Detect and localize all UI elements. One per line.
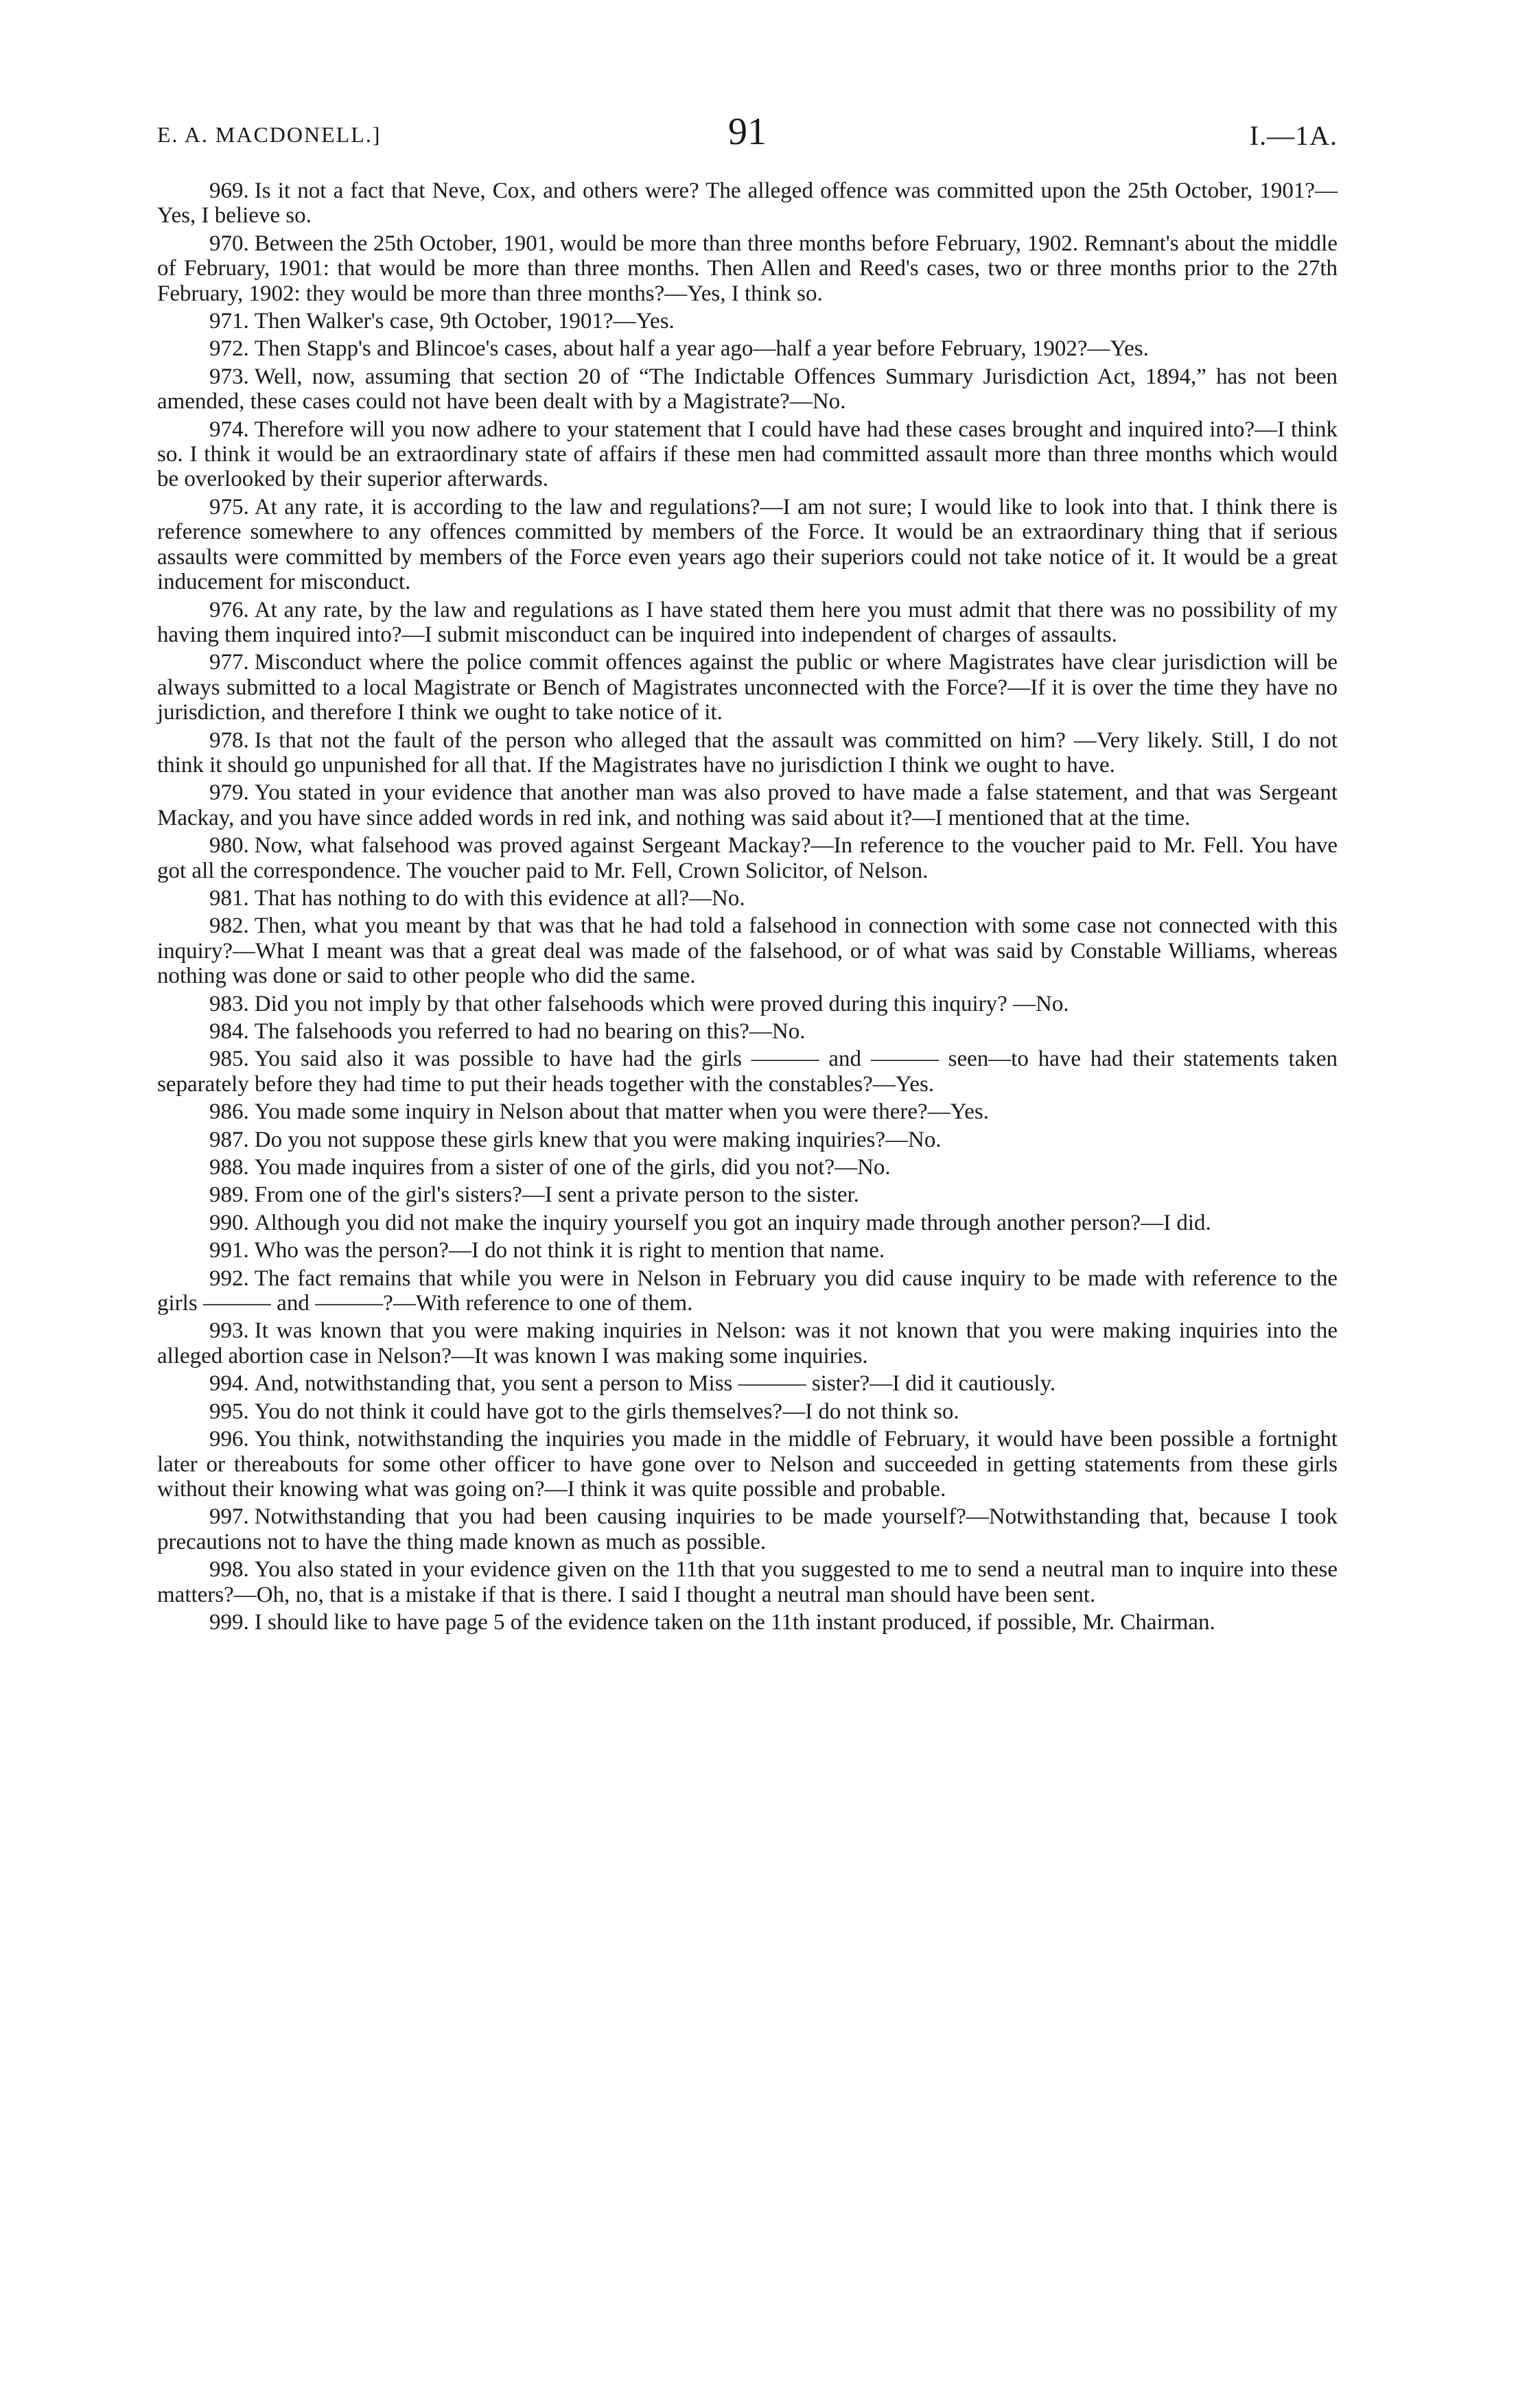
evidence-paragraph — [157, 417, 1338, 492]
question-number: 999. — [209, 1609, 249, 1635]
evidence-paragraph — [157, 336, 1338, 361]
question-answer-text: Well, now, assuming that section 20 of “The Indictable Offences Summary Jurisdiction Act, 1894,” has not been amended, these cases could not have been dealt with by a Magistrate?—No. — [157, 364, 1338, 415]
question-number: 970. — [209, 231, 249, 256]
question-number: 992. — [209, 1266, 249, 1291]
question-answer-text: Misconduct where the police commit offences against the public or where Magistrates have clear jurisdiction will be always submitted to a local Magistrate or Bench of Magistrates unconnected with the Force?—If it is over the time they have no jurisdiction, and therefore I think we ought to take notice of it. — [157, 650, 1338, 725]
question-answer-text: Then Stapp's and Blincoe's cases, about half a year ago—half a year before February, 1902?—Yes. — [254, 336, 1149, 362]
question-number: 995. — [209, 1399, 249, 1424]
running-head-paper-ref: I.—1A. — [1249, 120, 1338, 151]
question-number: 985. — [209, 1047, 249, 1072]
evidence-paragraph — [157, 178, 1338, 229]
question-answer-text: Between the 25th October, 1901, would be more than three months before February, 1902. Remnant's about the middle of February, 1901: that would be more than three months. Then Allen and Reed's cases, two or three months prior to the 27th February, 1902: they would be more than three months?—Yes, I think so. — [157, 231, 1338, 306]
evidence-paragraph — [157, 231, 1338, 306]
evidence-paragraph — [157, 886, 1338, 911]
question-number: 987. — [209, 1127, 249, 1152]
question-answer-text: Then Walker's case, 9th October, 1901?—Yes. — [254, 309, 675, 334]
question-answer-text: You made inquires from a sister of one of the girls, did you not?—No. — [254, 1155, 891, 1180]
question-answer-text: You said also it was possible to have had the girls ——— and ——— seen—to have had their statements taken separately before they had time to put their heads together with the constables?—Yes. — [157, 1047, 1338, 1097]
evidence-paragraph — [157, 1318, 1338, 1368]
evidence-paragraph — [157, 364, 1338, 415]
running-head-witness: E. A. MACDONELL.] — [157, 122, 382, 147]
question-number: 981. — [209, 885, 249, 911]
question-number: 974. — [209, 417, 249, 442]
question-number: 973. — [209, 364, 249, 389]
question-answer-text: Now, what falsehood was proved against Sergeant Mackay?—In reference to the voucher paid to Mr. Fell. You have got all the correspondence. The voucher paid to Mr. Fell, Crown Solicitor, of Nelson. — [157, 833, 1338, 883]
question-answer-text: Is it not a fact that Neve, Cox, and others were? The alleged offence was committed upon the 25th October, 1901?—Yes, I believe so. — [157, 178, 1338, 229]
running-head — [157, 110, 1338, 165]
question-number: 977. — [209, 650, 249, 675]
question-answer-text: The falsehoods you referred to had no bearing on this?—No. — [254, 1019, 806, 1044]
document-page — [157, 110, 1338, 1637]
question-answer-text: You stated in your evidence that another man was also proved to have made a false statement, and that was Sergeant Mackay, and you have since added words in red ink, and nothing was said about it?—I mentioned that at the time. — [157, 780, 1338, 830]
question-answer-text: Who was the person?—I do not think it is right to mention that name. — [254, 1238, 885, 1263]
question-answer-text: Notwithstanding that you had been causing inquiries to be made yourself?—Notwithstanding that, because I took precautions not to have the thing made known as much as possible. — [157, 1504, 1338, 1554]
question-answer-text: That has nothing to do with this evidence at all?—No. — [254, 885, 745, 911]
question-answer-text: It was known that you were making inquiries in Nelson: was it not known that you were making inquiries into the alleged abortion case in Nelson?—It was known I was making some inquiries. — [157, 1318, 1338, 1368]
evidence-paragraph — [157, 1211, 1338, 1235]
question-number: 983. — [209, 991, 249, 1016]
question-number: 979. — [209, 780, 249, 806]
evidence-paragraph — [157, 1557, 1338, 1607]
evidence-paragraph — [157, 1399, 1338, 1424]
question-number: 993. — [209, 1318, 249, 1344]
evidence-paragraph — [157, 1128, 1338, 1152]
evidence-paragraph — [157, 598, 1338, 648]
question-number: 975. — [209, 494, 249, 520]
evidence-paragraph — [157, 1182, 1338, 1207]
question-answer-text: Then, what you meant by that was that he had told a falsehood in connection with some case not connected with this inquiry?—What I meant was that a great deal was made of the falsehood, or of what was said by Constable Williams, whereas nothing was done or said to other people who did the same. — [157, 913, 1338, 989]
evidence-paragraph — [157, 1610, 1338, 1635]
question-number: 976. — [209, 597, 249, 622]
question-answer-text: The fact remains that while you were in Nelson in February you did cause inquiry to be made with reference to the girls ——— and ———?—With reference to one of them. — [157, 1266, 1338, 1316]
evidence-paragraph — [157, 309, 1338, 334]
evidence-paragraph — [157, 1427, 1338, 1502]
evidence-paragraph — [157, 833, 1338, 883]
question-number: 971. — [209, 309, 249, 334]
question-number: 972. — [209, 336, 249, 362]
question-number: 998. — [209, 1557, 249, 1583]
question-number: 986. — [209, 1099, 249, 1125]
question-answer-text: Therefore will you now adhere to your statement that I could have had these cases brought and inquired into?—I think so. I think it would be an extraordinary state of affairs if these men had committed assault more than three months which would be overlooked by their superior afterwards. — [157, 417, 1338, 492]
question-number: 997. — [209, 1504, 249, 1530]
question-number: 988. — [209, 1155, 249, 1180]
question-answer-text: Did you not imply by that other falsehoods which were proved during this inquiry? —No. — [254, 991, 1069, 1016]
question-number: 978. — [209, 727, 249, 753]
question-number: 989. — [209, 1182, 249, 1208]
question-number: 990. — [209, 1210, 249, 1235]
question-answer-text: You also stated in your evidence given on the 11th that you suggested to me to send a neutral man to inquire into these matters?—Oh, no, that is a mistake if that is there. I said I thought a neutral man should have been sent. — [157, 1557, 1338, 1607]
question-answer-text: And, notwithstanding that, you sent a person to Miss ——— sister?—I did it cautiously. — [254, 1371, 1056, 1397]
evidence-paragraph — [157, 1155, 1338, 1180]
evidence-paragraph — [157, 495, 1338, 595]
evidence-paragraph — [157, 992, 1338, 1016]
evidence-paragraph — [157, 1238, 1338, 1263]
question-number: 996. — [209, 1427, 249, 1452]
evidence-paragraph — [157, 650, 1338, 725]
question-answer-text: I should like to have page 5 of the evidence taken on the 11th instant produced, if possible, Mr. Chairman. — [254, 1609, 1215, 1635]
question-answer-text: You made some inquiry in Nelson about that matter when you were there?—Yes. — [254, 1099, 989, 1125]
page-number: 91 — [728, 110, 767, 153]
question-number: 982. — [209, 913, 249, 939]
evidence-paragraph — [157, 1099, 1338, 1124]
evidence-paragraph — [157, 1504, 1338, 1554]
question-number: 994. — [209, 1371, 249, 1397]
question-answer-text: At any rate, by the law and regulations as I have stated them here you must admit that there was no possibility of my having them inquired into?—I submit misconduct can be inquired into independent of charges of assaults. — [157, 597, 1338, 647]
evidence-paragraph — [157, 1019, 1338, 1044]
question-answer-text: At any rate, it is according to the law and regulations?—I am not sure; I would like to look into that. I think there is reference somewhere to any offences committed by members of the Force. It would be an extraordinary thing that if serious assaults were committed by members of the Force even years ago their superiors could not take notice of it. It would be a great inducement for misconduct. — [157, 494, 1338, 595]
question-answer-text: You think, notwithstanding the inquiries you made in the middle of February, it would have been possible a fortnight later or thereabouts for some other officer to have gone over to Nelson and succeeded in getting statements from these girls without their knowing what was going on?—I think it was quite possible and probable. — [157, 1427, 1338, 1502]
evidence-paragraph — [157, 1047, 1338, 1097]
question-answer-text: You do not think it could have got to the girls themselves?—I do not think so. — [254, 1399, 959, 1424]
question-number: 980. — [209, 833, 249, 859]
evidence-paragraph — [157, 1371, 1338, 1396]
question-number: 984. — [209, 1019, 249, 1044]
question-answer-text: Is that not the fault of the person who alleged that the assault was committed on him? —Very likely. Still, I do not think it should go unpunished for all that. If the Magistrates have no jurisdiction I think we ought to have. — [157, 727, 1338, 778]
question-answer-text: From one of the girl's sisters?—I sent a private person to the sister. — [254, 1182, 859, 1208]
question-number: 969. — [209, 178, 249, 203]
question-number: 991. — [209, 1238, 249, 1263]
evidence-question-list — [157, 178, 1338, 1635]
question-answer-text: Do you not suppose these girls knew that you were making inquiries?—No. — [254, 1127, 942, 1152]
evidence-paragraph — [157, 1266, 1338, 1316]
evidence-paragraph — [157, 780, 1338, 830]
question-answer-text: Although you did not make the inquiry yourself you got an inquiry made through another person?—I did. — [254, 1210, 1211, 1235]
evidence-paragraph — [157, 728, 1338, 778]
evidence-paragraph — [157, 913, 1338, 988]
